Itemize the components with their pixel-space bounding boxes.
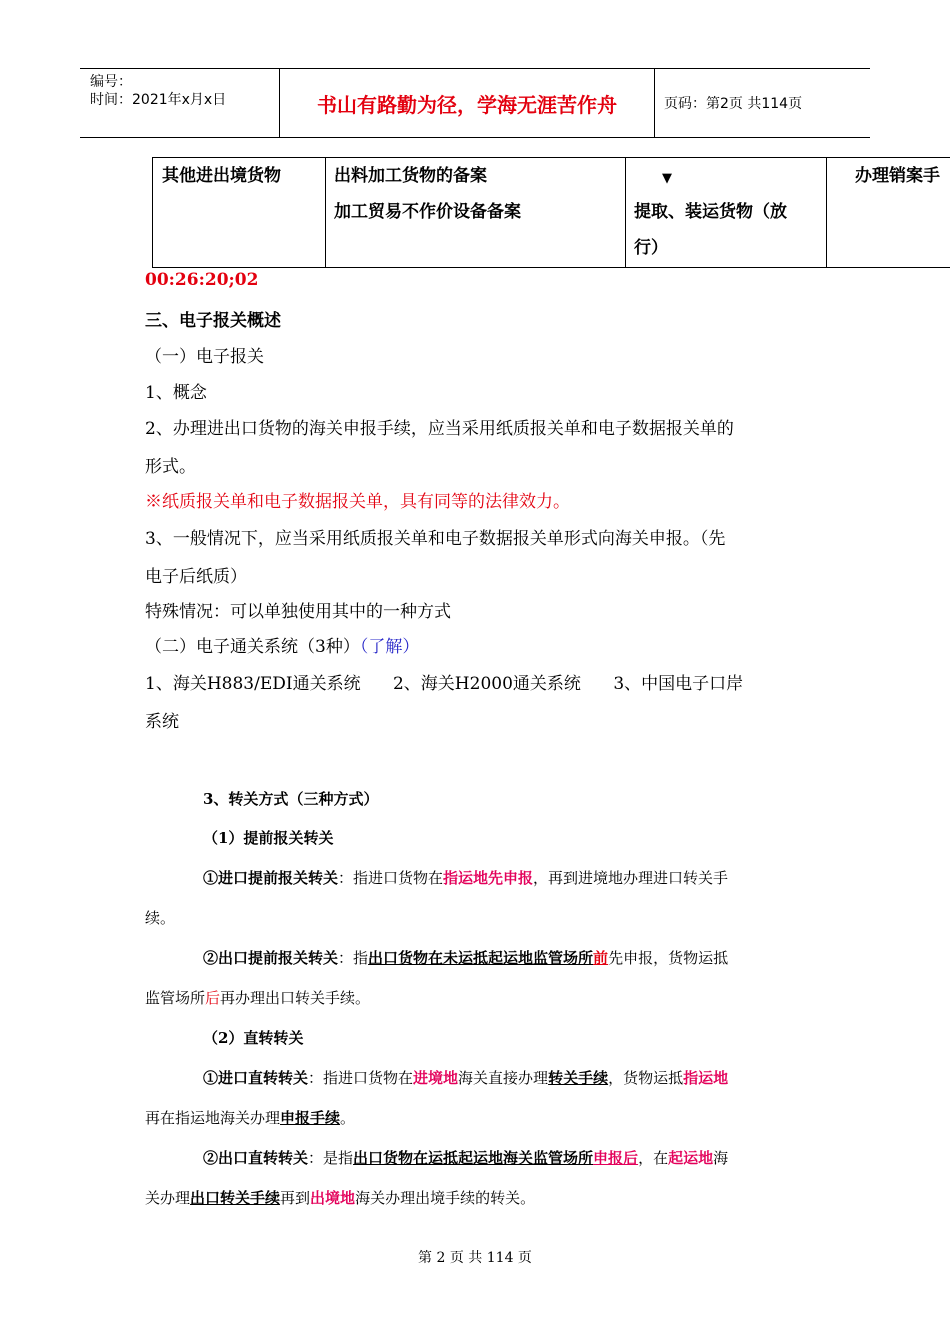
time-label: 时间：2021年x月x日 [90,92,227,108]
highlight: 出境地 [310,1189,356,1207]
text: 监管场所 [145,989,206,1007]
cell-text: 出料加工货物的备案 [334,166,487,186]
underlined-term: 申报手续 [280,1109,341,1127]
process-table [152,157,950,268]
text: 关办理 [145,1189,191,1207]
text: ，货物运抵 [608,1069,684,1087]
transfer-para-1 [203,867,728,888]
text: 再到 [280,1189,311,1207]
item-1: 1、概念 [145,383,207,403]
text: 再办理出口转关手续。 [220,989,371,1007]
term: ②出口提前报关转关 [203,949,339,967]
systems-line-2: 系统 [145,712,179,732]
page-footer: 第 2 页 共 114 页 [418,1250,532,1266]
text: ：指进口货物在 [308,1069,414,1087]
cell-text: 行） [634,238,668,258]
text: 海 [713,1149,729,1167]
transfer-title: 3、转关方式（三种方式） [203,790,379,808]
text: ：指进口货物在 [338,869,444,887]
text: 海关办理出境手续的转关。 [355,1189,536,1207]
cell-text: 办理销案手 [855,166,940,186]
transfer-para-3-line-2 [145,1107,355,1128]
special-case: 特殊情况：可以单独使用其中的一种方式 [145,602,451,622]
transfer-subheading-2: （2）直转转关 [203,1029,304,1047]
text: 。 [340,1109,356,1127]
transfer-para-4-line-2 [145,1187,535,1208]
cell-text: 加工贸易不作价设备备案 [334,202,521,222]
timestamp: 00:26:20;02 [145,270,259,290]
underlined-term: 出口转关手续 [190,1189,281,1207]
note: ※纸质报关单和电子数据报关单，具有同等的法律效力。 [145,492,570,512]
transfer-para-2 [203,947,728,968]
subheading-2-note: （了解） [359,637,420,657]
table-cell-release [626,158,827,267]
highlight: 指运地先申报 [443,869,534,887]
table-cell-filing [326,158,626,267]
transfer-para-4 [203,1147,728,1168]
down-arrow-icon: ▼ [662,171,672,186]
term: ②出口直转转关 [203,1149,309,1167]
highlight: 前 [593,949,609,967]
page-header [80,68,870,138]
cell-text: 提取、装运货物（放 [634,202,787,222]
term: ①进口直转转关 [203,1069,309,1087]
underlined-term: 出口货物在运抵起运地海关监管场所 [353,1149,594,1167]
text: 再在指运地海关办理 [145,1109,281,1127]
systems-line-1: 1、海关H883/EDI通关系统 2、海关H2000通关系统 3、中国电子口岸 [145,674,744,694]
header-page-info: 页码：第2页 共114页 [664,96,803,112]
text: 海关直接办理 [458,1069,549,1087]
item-3-line-1: 3、一般情况下，应当采用纸质报关单和电子数据报关单形式向海关申报。（先 [145,529,726,549]
text: ，在 [638,1149,669,1167]
header-meta [80,69,280,137]
transfer-subheading-1: （1）提前报关转关 [203,829,334,847]
highlight: 进境地 [413,1069,459,1087]
transfer-para-2-line-2 [145,987,370,1008]
section-title: 三、电子报关概述 [145,311,281,331]
text: ：是指 [308,1149,354,1167]
item-2-line-1: 2、办理进出口货物的海关申报手续，应当采用纸质报关单和电子数据报关单的 [145,419,734,439]
cell-text: 其他进出境货物 [162,166,281,186]
underlined-term: 转关手续 [548,1069,609,1087]
text: 先申报，货物运抵 [608,949,729,967]
transfer-para-1-line-2: 续。 [145,909,176,927]
transfer-para-3 [203,1067,728,1088]
item-3-line-2: 电子后纸质） [145,567,247,587]
highlight: 申报后 [593,1149,639,1167]
table-cell-cancel [827,158,950,267]
highlight: 后 [205,989,221,1007]
text: ，再到进境地办理进口转关手 [533,869,729,887]
subheading-1: （一）电子报关 [145,347,264,367]
highlight: 指运地 [683,1069,729,1087]
text: ：指 [338,949,369,967]
table-cell-category [153,158,326,267]
subheading-2 [145,632,419,657]
item-2-line-2: 形式。 [145,457,196,477]
number-label: 编号： [90,74,132,90]
header-motto: 书山有路勤为径，学海无涯苦作舟 [280,69,655,137]
underlined-term: 出口货物在未运抵起运地监管场所 [368,949,594,967]
subheading-2-text: （二）电子通关系统（3种） [145,637,360,657]
highlight: 起运地 [668,1149,714,1167]
term: ①进口提前报关转关 [203,869,339,887]
